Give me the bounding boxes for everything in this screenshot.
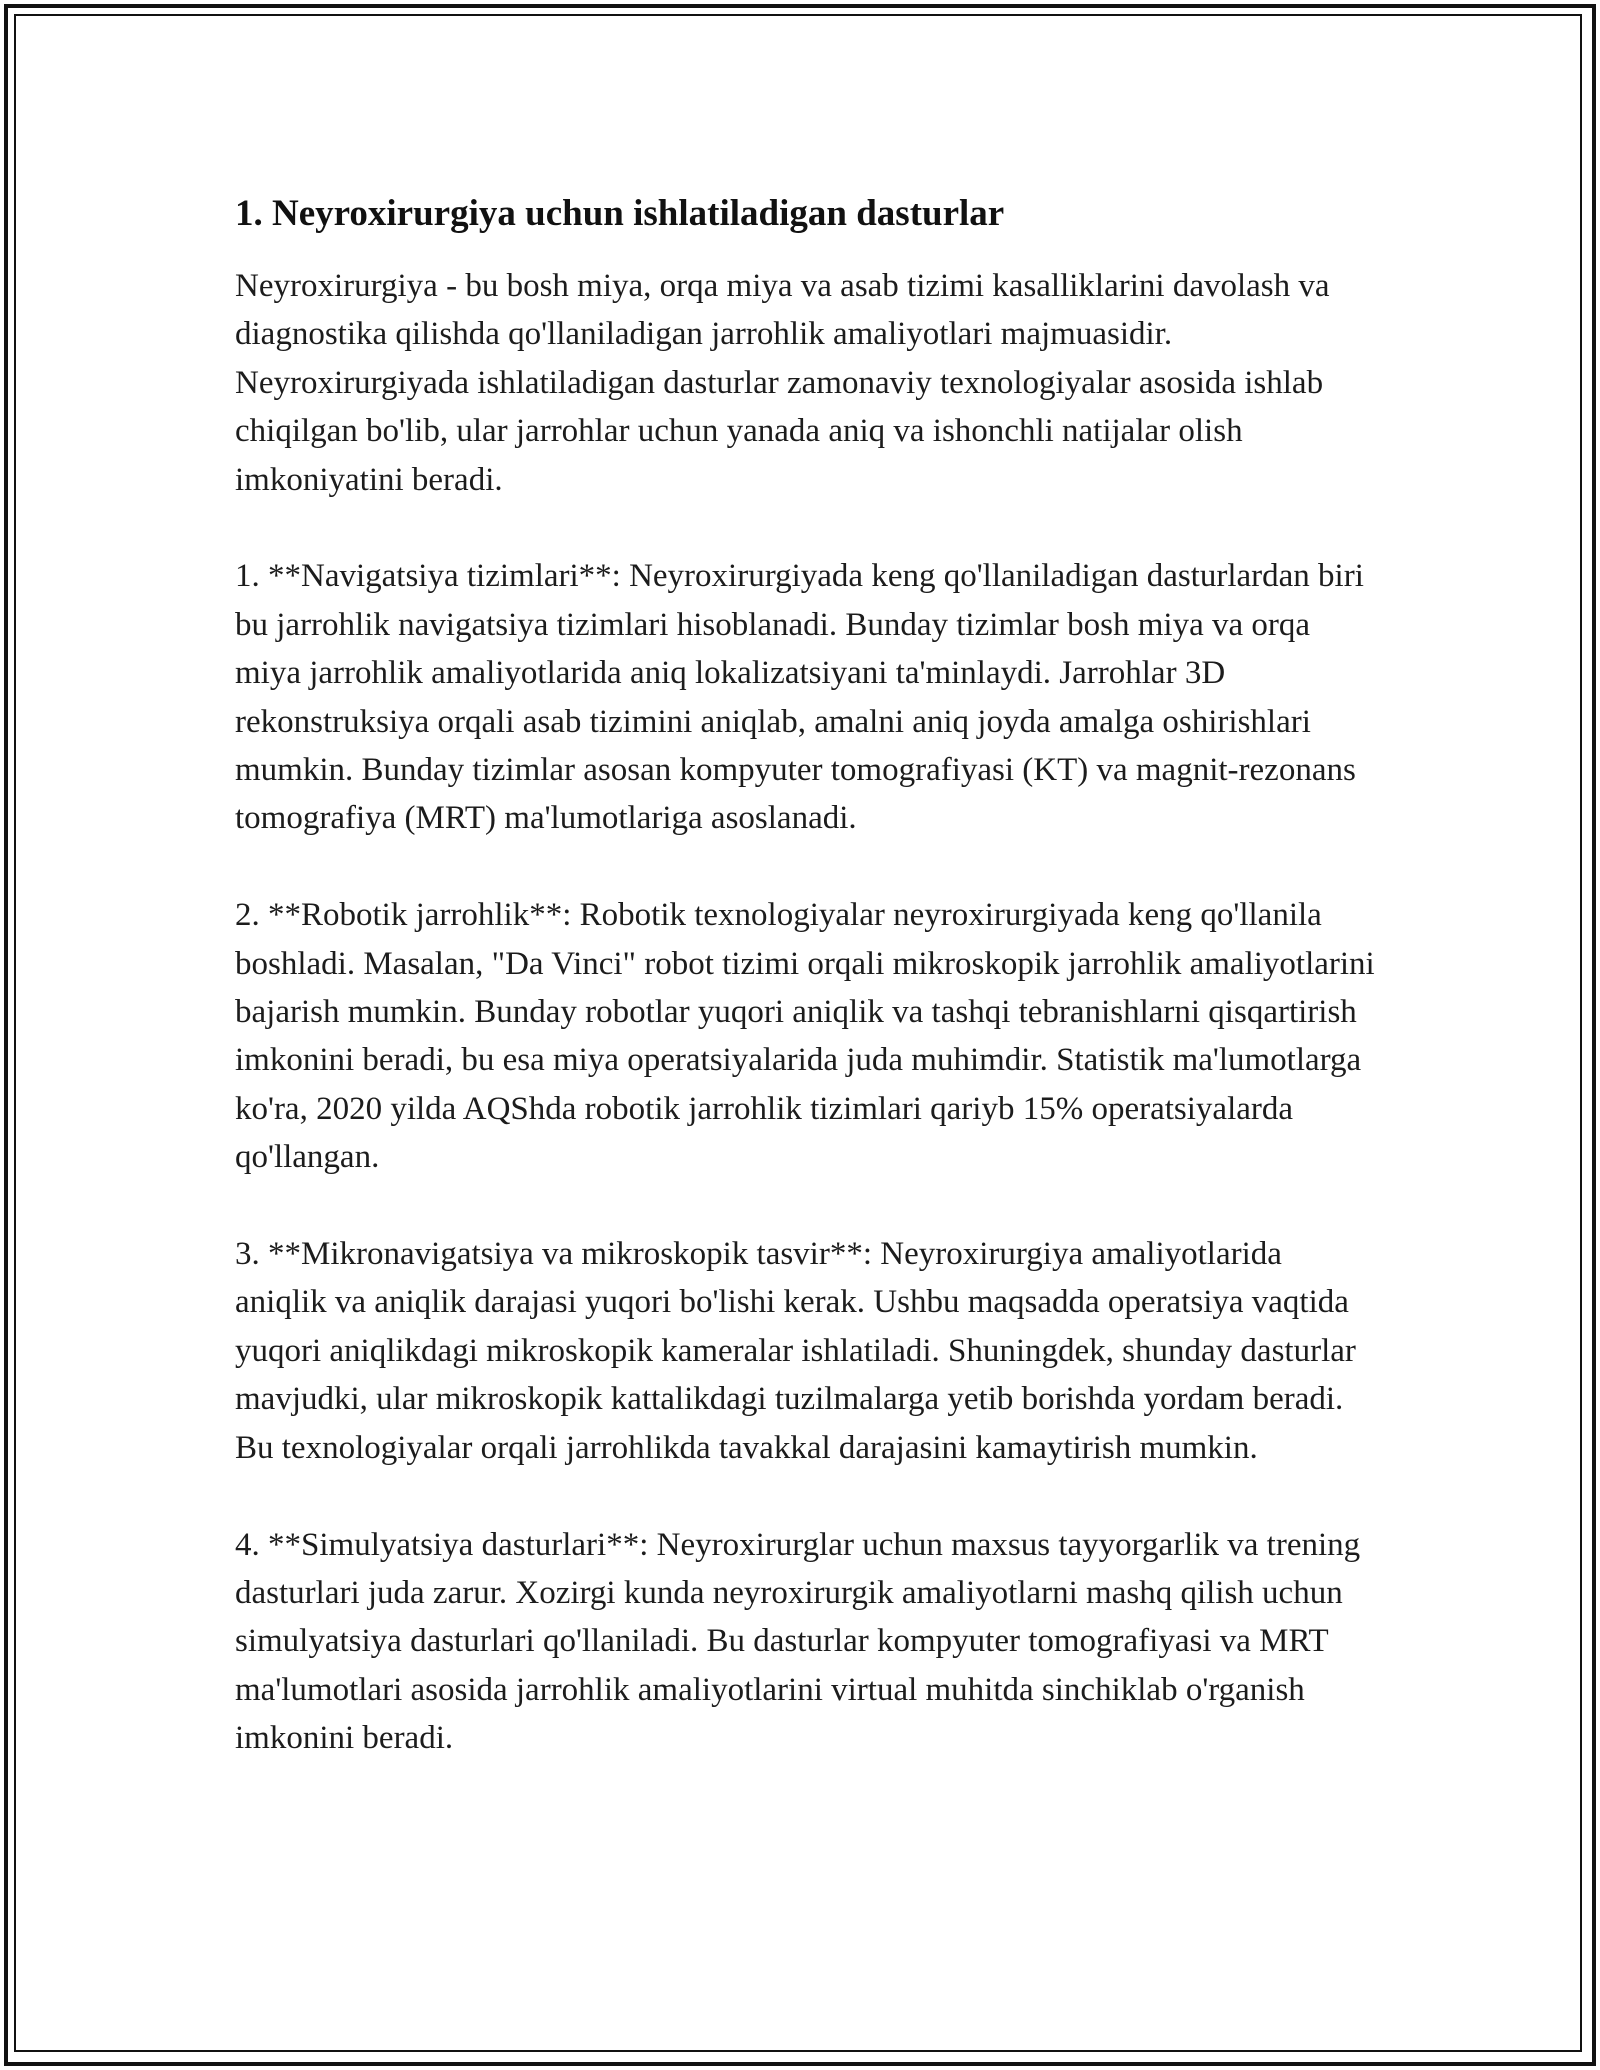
document-title: 1. Neyroxirurgiya uchun ishlatiladigan dasturlar — [235, 193, 1005, 234]
section-robotic-surgery: 2. **Robotik jarrohlik**: Robotik texnologiyalar neyroxirurgiyada keng qo'llanila boshladi. Masalan, "Da Vinci" robot tizimi orqali mikroskopik jarrohlik amaliyotlarini bajarish mumkin. Bunday robotlar yuqori aniqlik va tashqi tebranishlarni qisqartirish imkonini beradi, bu esa miya operatsiyalarida juda muhimdir. Statistik ma'lumotlarga ko'ra, 2020 yilda AQShda robotik jarrohlik tizimlari qariyb 15% operatsiyalarda qo'llangan. — [235, 897, 1375, 1176]
document-body — [235, 186, 1375, 1811]
section-simulation-software: 4. **Simulyatsiya dasturlari**: Neyroxirurglar uchun maxsus tayyorgarlik va trening dasturlari juda zarur. Xozirgi kunda neyroxirurgik amaliyotlarni mashq qilish uchun simulyatsiya dasturlari qo'llaniladi. Bu dasturlar kompyuter tomografiyasi va MRT ma'lumotlari asosida jarrohlik amaliyotlarini virtual muhitda sinchiklab o'rganish imkonini beradi. — [235, 1526, 1361, 1757]
section-micronavigation: 3. **Mikronavigatsiya va mikroskopik tasvir**: Neyroxirurgiya amaliyotlarida aniqlik va aniqlik darajasi yuqori bo'lishi kerak. Ushbu maqsadda operatsiya vaqtida yuqori aniqlikdagi mikroskopik kameralar ishlatiladi. Shuningdek, shunday dasturlar mavjudki, ular mikroskopik kattalikdagi tuzilmalarga yetib borishda yordam beradi. Bu texnologiyalar orqali jarrohlikda tavakkal darajasini kamaytirish mumkin. — [235, 1236, 1356, 1466]
section-navigation-systems: 1. **Navigatsiya tizimlari**: Neyroxirurgiyada keng qo'llaniladigan dasturlardan biri bu jarrohlik navigatsiya tizimlari hisoblanadi. Bunday tizimlar bosh miya va orqa miya jarrohlik amaliyotlarida aniq lokalizatsiyani ta'minlaydi. Jarrohlar 3D rekonstruksiya orqali asab tizimini aniqlab, amalni aniq joyda amalga oshirishlari mumkin. Bunday tizimlar asosan kompyuter tomografiyasi (KT) va magnit-rezonans tomografiya (MRT) ma'lumotlariga asoslanadi. — [235, 558, 1364, 837]
intro-paragraph: Neyroxirurgiya - bu bosh miya, orqa miya va asab tizimi kasalliklarini davolash va diagnostika qilishda qo'llaniladigan jarrohlik amaliyotlari majmuasidir. Neyroxirurgiyada ishlatiladigan dasturlar zamonaviy texnologiyalar asosida ishlab chiqilgan bo'lib, ular jarrohlar uchun yanada aniq va ishonchli natijalar olish imkoniyatini beradi. — [235, 268, 1330, 498]
